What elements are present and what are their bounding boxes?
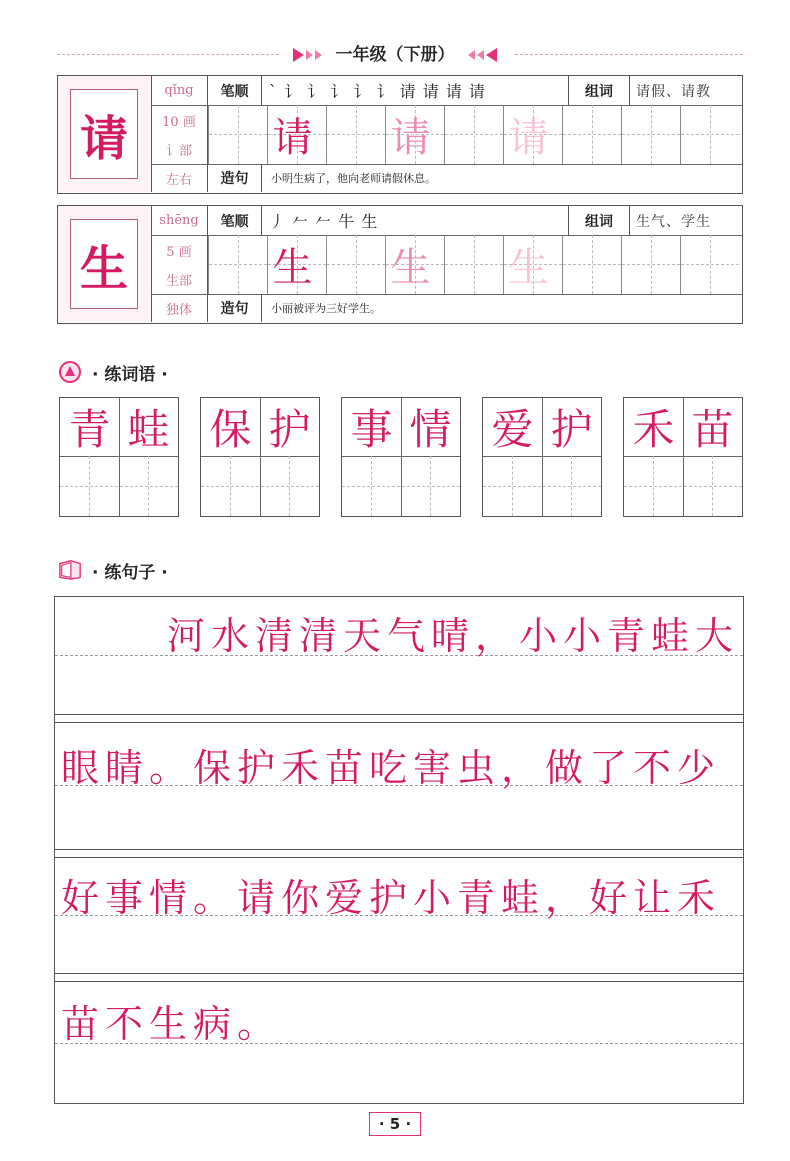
trace-char-solid: 请 — [272, 115, 313, 161]
sentence-line: 眼睛。保护禾苗吃害虫，做了不少 — [61, 746, 722, 790]
stroke-order-label: 笔顺 — [208, 76, 262, 105]
page-header — [0, 40, 790, 65]
stroke-order: 丿 𠂉 𠂉 牛 生 — [269, 212, 379, 231]
word-char: 护 — [550, 405, 593, 454]
trace-char-solid: 生 — [272, 245, 313, 291]
sentence-label: 造句 — [208, 294, 262, 322]
section-title: · 练句子 · — [92, 562, 168, 583]
word-practice-heading — [58, 358, 168, 386]
arrow-right-icon — [306, 50, 313, 60]
book-icon — [58, 558, 82, 582]
word-char: 禾 — [632, 405, 675, 454]
trace-char-light: 生 — [390, 245, 431, 291]
arrow-left-icon — [477, 50, 484, 60]
sentence-line: 河水清清天气晴，小小青蛙大 — [167, 614, 740, 658]
character-card-qing — [57, 75, 743, 194]
grid-cell[interactable] — [326, 105, 385, 164]
word-char: 青 — [68, 405, 111, 454]
trace-char-light: 请 — [390, 115, 431, 161]
section-title: · 练词语 · — [92, 364, 168, 385]
word-char: 爱 — [491, 405, 534, 454]
row-divider — [55, 722, 743, 723]
trace-char-faint: 请 — [508, 115, 549, 161]
row-divider — [55, 981, 743, 982]
stroke-order: ` 讠 讠 讠 讠 讠 请 请 请 请 — [269, 82, 486, 101]
stroke-count: 5 画 — [151, 235, 208, 265]
radical: 生部 — [151, 265, 208, 294]
word-label: 组词 — [568, 206, 630, 235]
structure: 独体 — [151, 294, 208, 322]
stroke-order-label: 笔顺 — [208, 206, 262, 235]
big-character: 请 — [70, 89, 138, 179]
big-character-cell — [58, 206, 152, 322]
grid-cell[interactable] — [680, 235, 739, 294]
arrow-left-icon — [486, 48, 497, 62]
sentence-label: 造句 — [208, 164, 262, 192]
grid-cell[interactable] — [680, 105, 739, 164]
pinyin: shēng — [151, 206, 208, 235]
word-box[interactable] — [59, 397, 179, 517]
grid-cell[interactable] — [562, 105, 621, 164]
grid-cell[interactable] — [208, 105, 267, 164]
big-character-cell — [58, 76, 152, 192]
grid-cell[interactable] — [444, 105, 503, 164]
sentence-line: 好事情。请你爱护小青蛙，好让禾 — [61, 876, 722, 920]
arrow-right-icon — [293, 48, 304, 62]
word-char: 护 — [268, 405, 311, 454]
word-examples: 请假、请教 — [636, 83, 711, 100]
word-box[interactable] — [341, 397, 461, 517]
row-divider — [55, 857, 743, 858]
big-character: 生 — [70, 219, 138, 309]
word-box[interactable] — [200, 397, 320, 517]
tracing-grid — [208, 235, 742, 294]
word-box[interactable] — [482, 397, 602, 517]
triangle-badge-icon — [58, 360, 82, 384]
word-label: 组词 — [568, 76, 630, 105]
example-sentence: 小明生病了，他向老师请假休息。 — [271, 172, 436, 185]
word-box[interactable] — [623, 397, 743, 517]
word-char: 苗 — [691, 405, 734, 454]
sentence-practice-grid[interactable] — [54, 596, 744, 1104]
page-number: · 5 · — [369, 1112, 421, 1136]
sentence-line: 苗不生病。 — [61, 1002, 282, 1046]
grid-cell[interactable] — [444, 235, 503, 294]
grid-cell[interactable] — [621, 235, 680, 294]
grid-cell[interactable] — [326, 235, 385, 294]
word-char: 情 — [409, 405, 452, 454]
stroke-count: 10 画 — [151, 105, 208, 135]
pinyin: qǐng — [151, 76, 208, 105]
arrow-right-icon — [315, 50, 322, 60]
grid-cell[interactable] — [621, 105, 680, 164]
character-card-sheng — [57, 205, 743, 324]
grid-cell[interactable] — [208, 235, 267, 294]
tracing-grid — [208, 105, 742, 164]
structure: 左右 — [151, 164, 208, 192]
word-char: 事 — [350, 405, 393, 454]
page-title: 一年级（下册） — [335, 45, 455, 65]
sentence-practice-heading — [58, 556, 168, 584]
word-char: 保 — [209, 405, 252, 454]
example-sentence: 小丽被评为三好学生。 — [271, 302, 381, 315]
trace-char-faint: 生 — [508, 245, 549, 291]
word-examples: 生气、学生 — [636, 213, 711, 230]
radical: 讠部 — [151, 135, 208, 164]
grid-cell[interactable] — [562, 235, 621, 294]
row-divider — [55, 849, 743, 850]
word-char: 蛙 — [127, 405, 170, 454]
row-divider — [55, 714, 743, 715]
row-divider — [55, 973, 743, 974]
arrow-left-icon — [468, 50, 475, 60]
